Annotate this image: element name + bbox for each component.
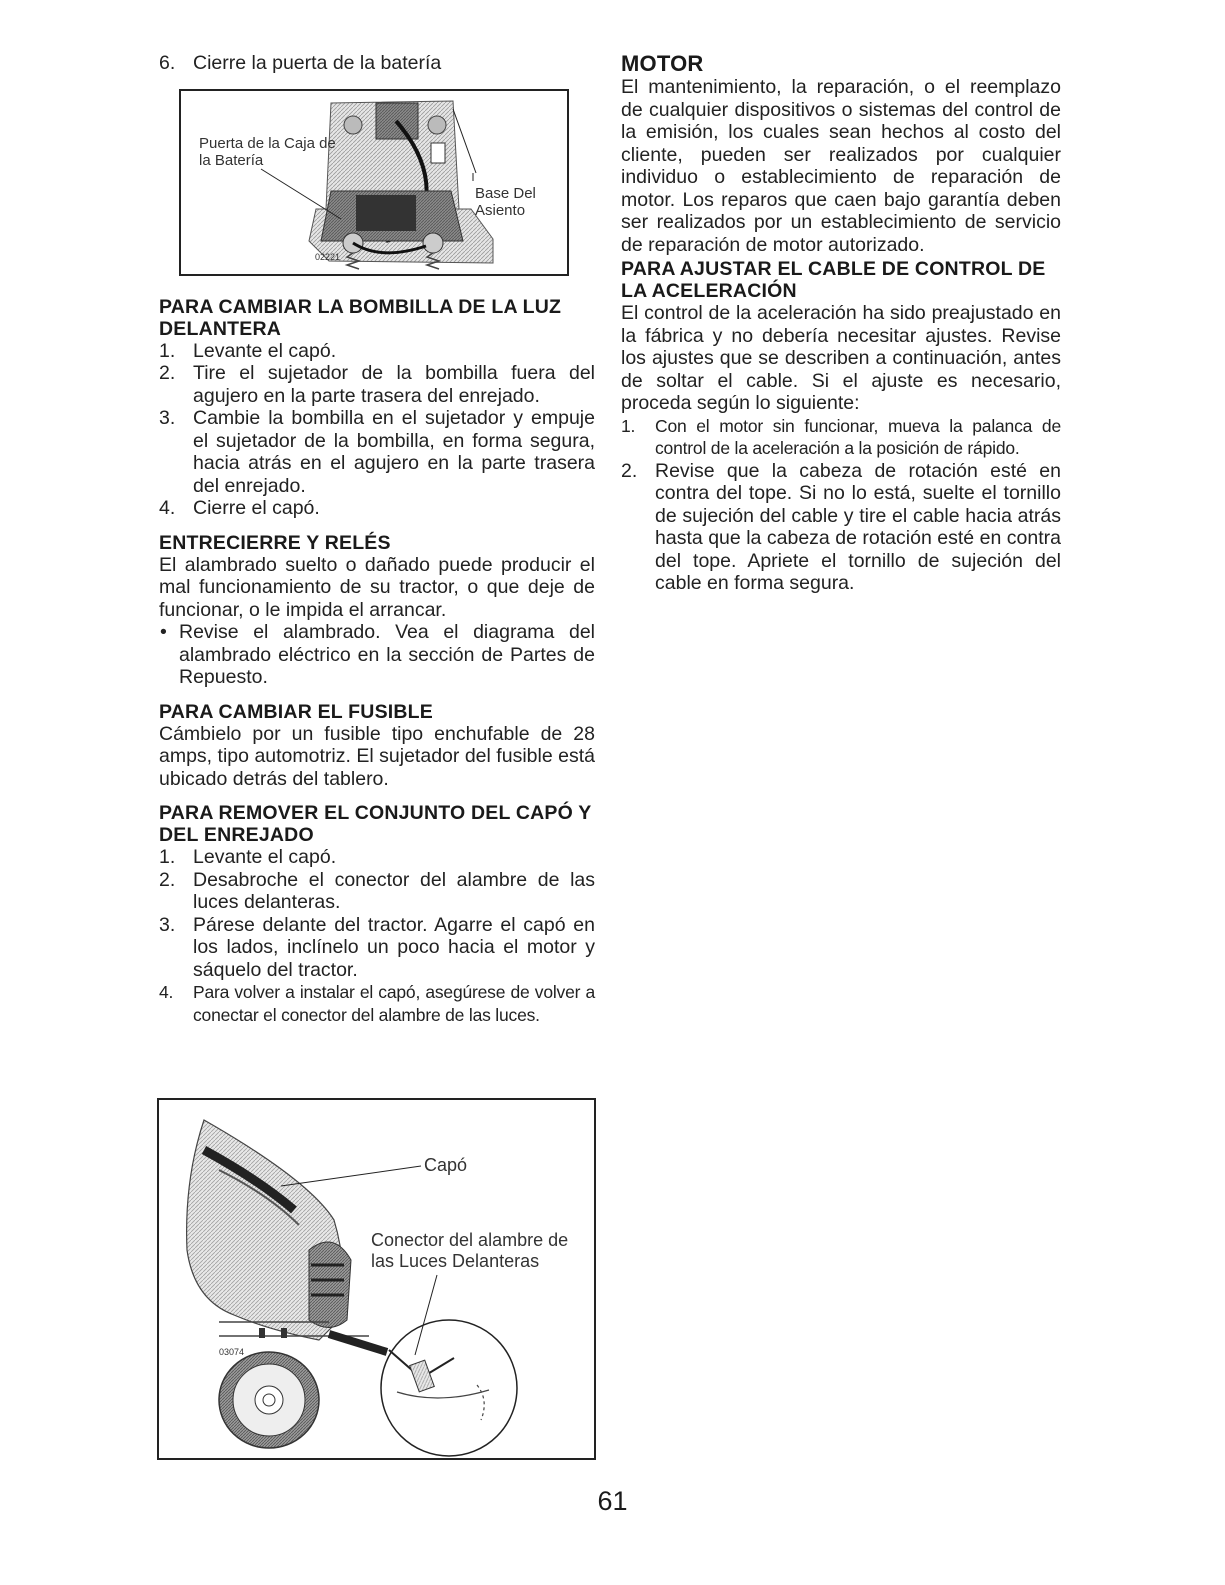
interlock-bullets [159,621,595,689]
step-text: Para volver a instalar el capó, asegúrese de volver a conectar el conector del alambre de las luces. [193,982,595,1025]
hood-section [159,802,595,1026]
figure-code: 03074 [219,1347,245,1357]
step-number: 2. [621,459,638,482]
motor-section [621,52,1061,256]
step-text: Desabroche el conector del alambre de las luces delanteras. [193,868,595,913]
hood-step [159,846,595,869]
bulb-step [159,340,595,363]
step-number: 2. [159,868,176,891]
throttle-text: El control de la aceleración ha sido preajustado en la fábrica y no debería necesitar ajustes. Revise los ajustes que se describen a continuación, antes de soltar el cable. Si el ajuste es necesario, proceda según lo siguiente: [621,302,1061,414]
step-number: 3. [159,913,176,936]
battery-box-illustration [181,91,567,274]
hood-illustration [159,1100,594,1458]
step-text: Párese delante del tractor. Agarre el capó en los lados, inclínelo un poco hacia el motor y sáquelo del tractor. [193,913,595,981]
step-text: Levante el capó. [193,846,337,868]
hood-heading: PARA REMOVER EL CONJUNTO DEL CAPÓ Y DEL ENREJADO [159,802,592,846]
throttle-steps [621,415,1061,595]
page-number: 61 [597,1486,628,1516]
throttle-step [621,415,1061,460]
step-number: 1. [621,415,636,436]
step-text: Cierre el capó. [193,497,320,519]
step-text: Revise que la cabeza de rotación esté en contra del tope. Si no lo está, suelte el tornillo de sujeción del cable y tire el cable hacia atrás hasta que la cabeza de rotación esté en contra del tope. Apriete el tornillo de sujeción del cable en forma segura. [655,459,1061,594]
fuse-heading: PARA CAMBIAR EL FUSIBLE [159,700,433,723]
bulb-section [159,296,595,520]
bulb-step [159,407,595,497]
motor-text: El mantenimiento, la reparación, o el reemplazo de cualquier dispositivos o sistemas del control de la emisión, los cuales sean hechos al costo del cliente, pueden ser realizados por cualquier individuo o establecimiento de reparación de motor. Los reparos que caen bajo garantía deben ser realizados por un establecimiento de servicio de reparación de motor autorizado. [621,76,1061,256]
bulb-step [159,362,595,407]
step-text: Con el motor sin funcionar, mueva la palanca de control de la aceleración a la posición de rápido. [655,415,1061,458]
seat-base-label: Base Del Asiento [475,184,536,219]
fuse-text: Cámbielo por un fusible tipo enchufable de 28 amps, tipo automotriz. El sujetador del fusible está ubicado detrás del tablero. [159,722,595,790]
hood-label: Capó [424,1155,468,1175]
bulb-step [159,497,595,520]
motor-heading: MOTOR [621,51,704,76]
bulb-heading: PARA CAMBIAR LA BOMBILLA DE LA LUZ DELANTERA [159,295,562,340]
hood-steps [159,846,595,1026]
step-number: 2. [159,362,176,384]
step-number: 4. [159,982,174,1002]
step-text: Cierre la puerta de la batería [193,52,442,74]
throttle-section [621,258,1061,595]
interlock-bullet: • Revise el alambrado. Vea el diagrama del alambrado eléctrico en la sección de Partes de Repuesto. [159,621,595,689]
right-column [621,52,1061,595]
step-text: Cambie la bombilla en el sujetador y empuje el sujetador de la bombilla, en forma segura, hacia atrás en el agujero en la parte trasera del enrejado. [193,407,595,497]
step-text: Levante el capó. [193,339,337,362]
interlock-heading: ENTRECIERRE Y RELÉS [159,531,391,554]
step-text: Tire el sujetador de la bombilla fuera del agujero en la parte trasera del enrejado. [193,362,595,407]
bulb-steps [159,340,595,520]
hood-step [159,981,595,1026]
throttle-step [621,460,1061,595]
step-number: 4. [159,497,176,519]
interlock-section [159,532,595,689]
hood-step [159,869,595,914]
step-number: 3. [159,407,176,429]
battery-door-label: Puerta de la Caja de la Batería [199,134,336,169]
battery-door-figure [179,89,569,276]
left-column [159,52,595,1026]
throttle-heading: PARA AJUSTAR EL CABLE DE CONTROL DE LA ACELERACIÓN [621,258,1046,302]
figure-code: 02221 [315,251,341,262]
interlock-text: El alambrado suelto o dañado puede producir el mal funcionamiento de su tractor, o que deje de funcionar, o le impida el arrancar. [159,553,595,621]
step-number: 6. [159,52,176,74]
fuse-section [159,701,595,791]
hood-figure [157,1098,596,1460]
step-number: 1. [159,846,176,868]
battery-steps [159,52,595,75]
hood-step [159,914,595,982]
step-number: 1. [159,339,176,362]
connector-label: Conector del alambre de las Luces Delanteras [371,1230,569,1271]
step-6 [159,52,595,75]
